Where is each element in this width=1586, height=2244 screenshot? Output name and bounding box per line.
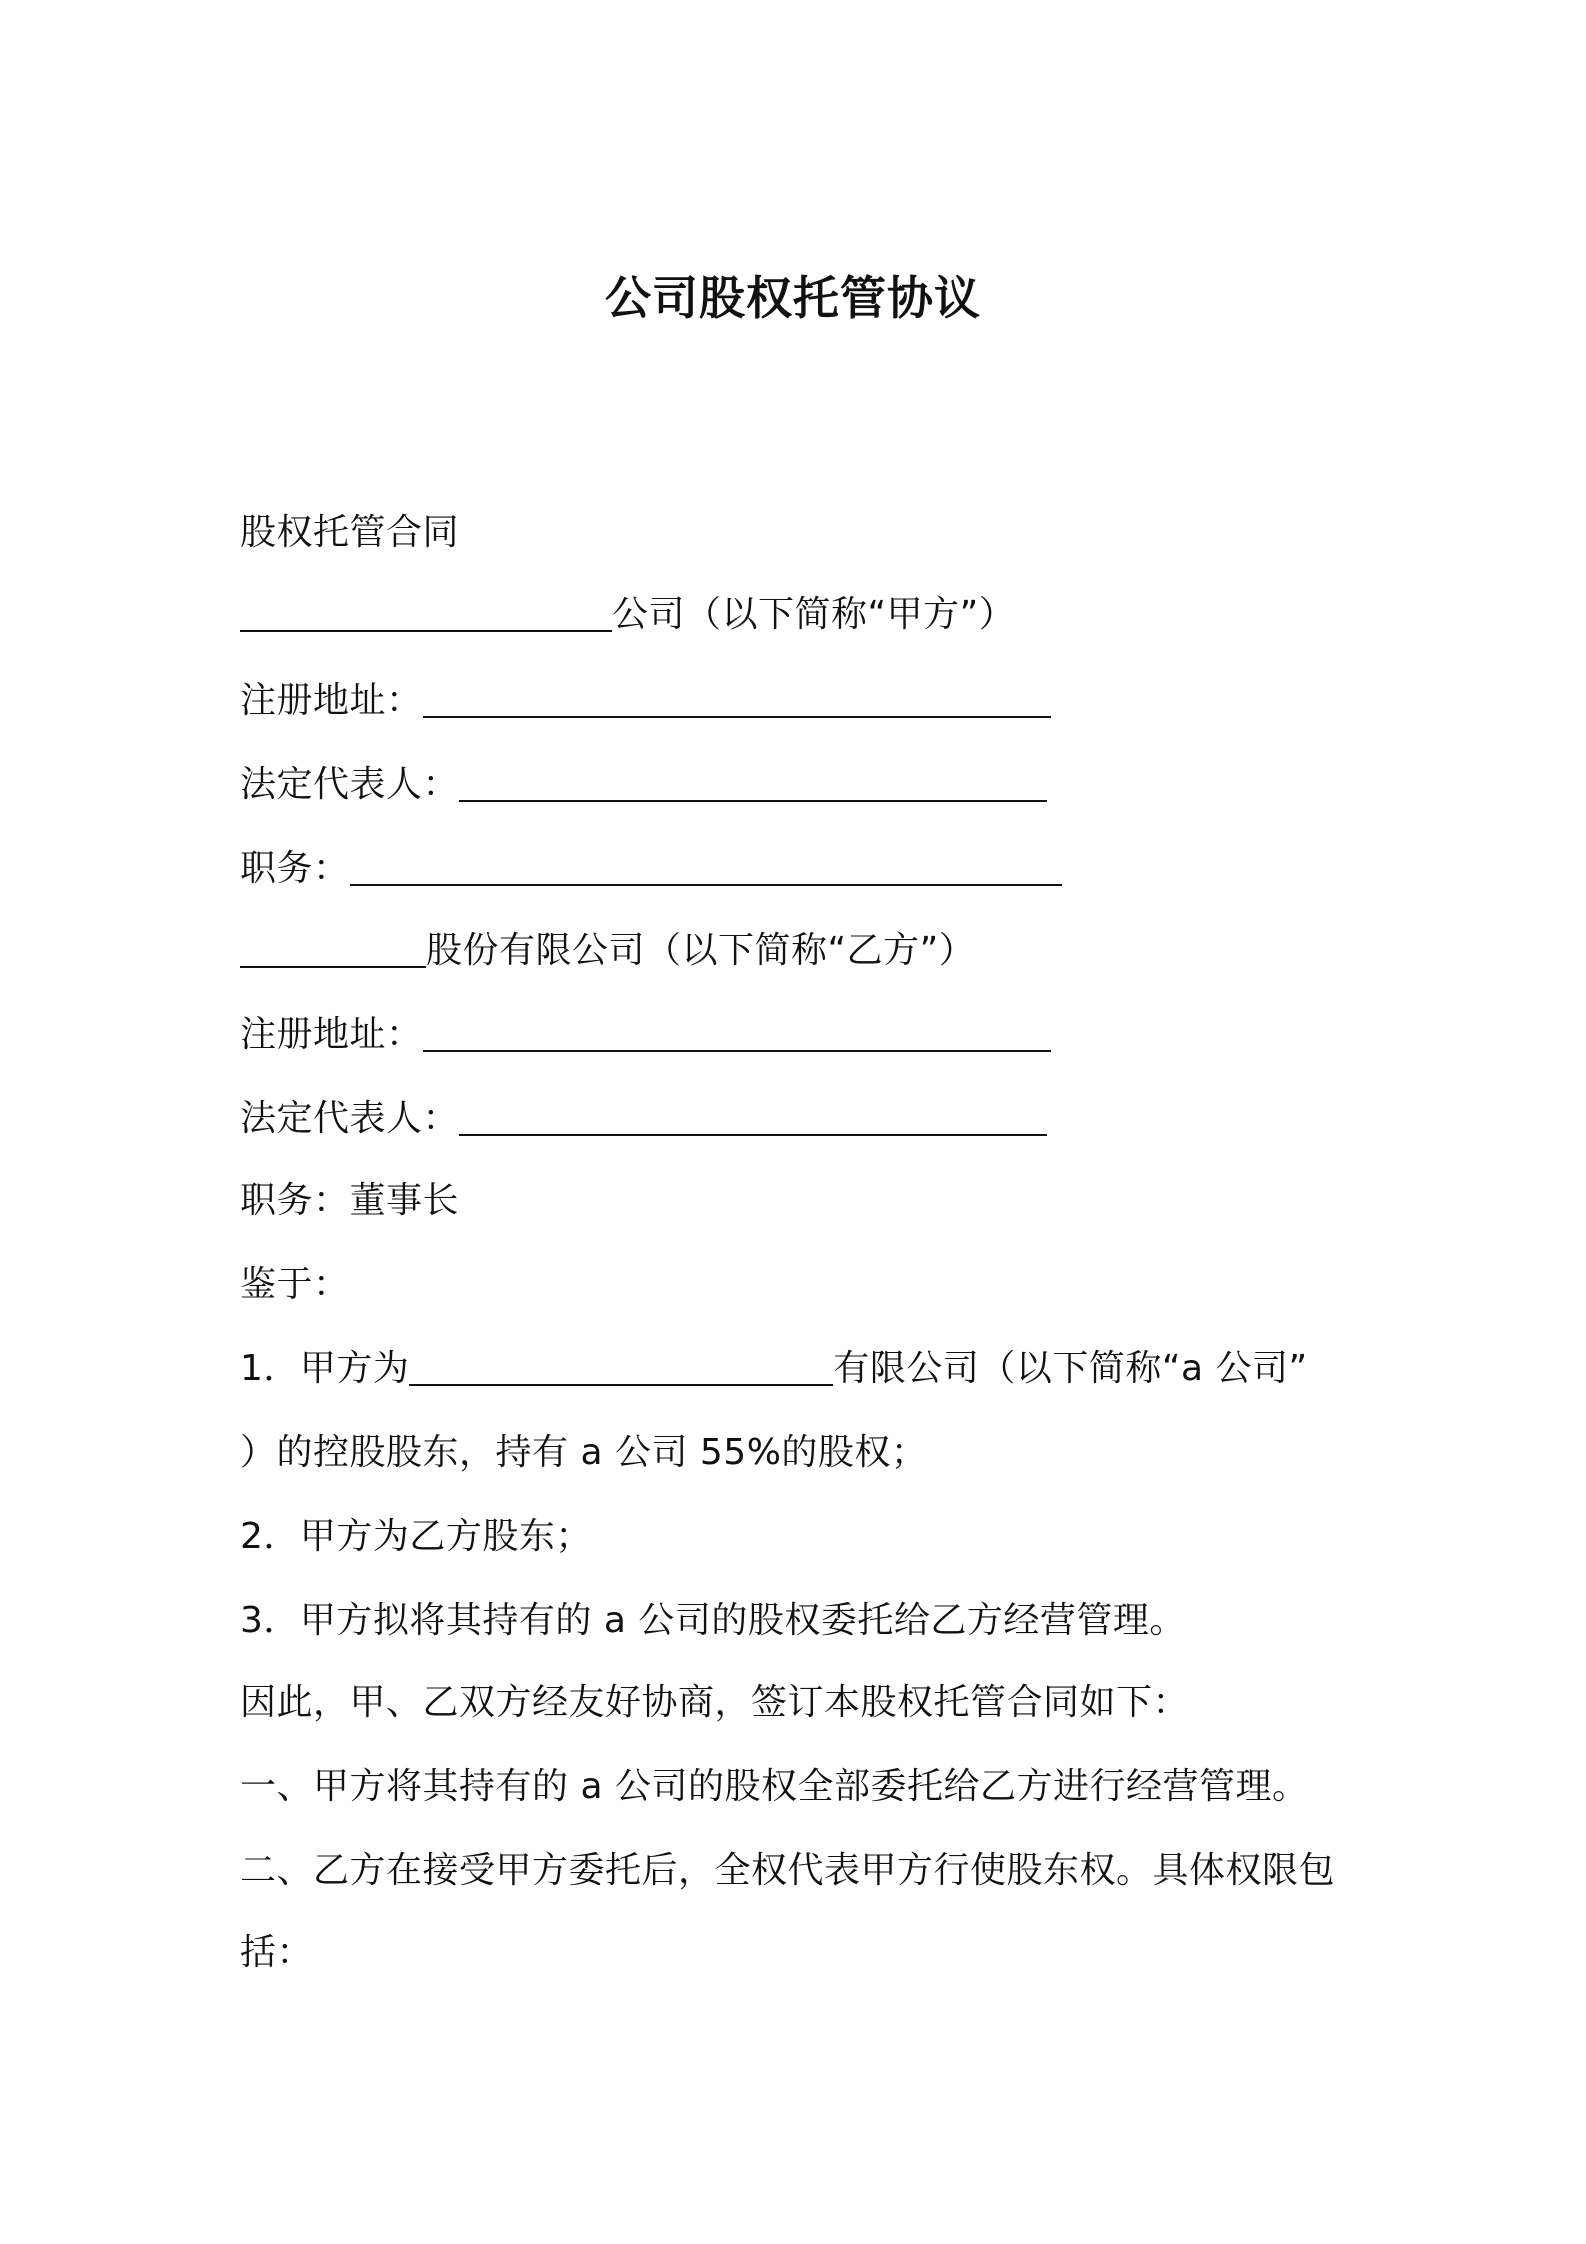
- party-b-title-label: 职务：: [240, 1180, 350, 1221]
- clause-1-blank[interactable]: [409, 1346, 833, 1386]
- party-b-name-line: [240, 922, 975, 973]
- article-1: 一、甲方将其持有的 a 公司的股权全部委托给乙方进行经营管理。: [240, 1766, 1309, 1807]
- party-b-rep-line: [240, 1090, 1047, 1141]
- party-b-title-line: [240, 1172, 459, 1223]
- party-a-name-suffix: 公司（以下简称“甲方”）: [612, 594, 1016, 635]
- party-a-address-label: 注册地址：: [240, 680, 423, 721]
- contract-heading: 股权托管合同: [240, 512, 460, 553]
- party-a-title-line: [240, 840, 1062, 891]
- article-2-line-2: 括：: [240, 1932, 314, 1973]
- article-2-line-1: 二、乙方在接受甲方委托后，全权代表甲方行使股东权。具体权限包: [240, 1850, 1336, 1891]
- document-title: 公司股权托管协议: [605, 271, 981, 325]
- party-b-address-label: 注册地址：: [240, 1014, 423, 1055]
- clause-1-prefix: 1．甲方为: [240, 1348, 410, 1389]
- party-b-name-suffix: 股份有限公司（以下简称“乙方”）: [426, 930, 976, 971]
- party-a-name-line: [240, 586, 1015, 637]
- party-a-title-blank[interactable]: [350, 846, 1062, 886]
- party-a-address-line: [240, 672, 1051, 723]
- party-b-address-line: [240, 1006, 1051, 1057]
- party-a-name-blank[interactable]: [240, 592, 612, 632]
- clause-1-suffix: 有限公司（以下简称“a 公司”: [833, 1348, 1308, 1389]
- party-a-rep-label: 法定代表人：: [240, 764, 460, 805]
- party-a-rep-blank[interactable]: [459, 762, 1047, 802]
- clause-1-line: [240, 1340, 1308, 1391]
- party-b-address-blank[interactable]: [423, 1012, 1051, 1052]
- party-a-address-blank[interactable]: [423, 678, 1051, 718]
- party-b-title-value: 董事长: [349, 1180, 460, 1221]
- party-a-rep-line: [240, 756, 1047, 807]
- party-b-rep-label: 法定代表人：: [240, 1098, 460, 1139]
- clause-2: 2．甲方为乙方股东；: [240, 1516, 592, 1557]
- therefore-paragraph: 因此，甲、乙双方经友好协商，签订本股权托管合同如下：: [240, 1682, 1190, 1723]
- party-a-title-label: 职务：: [240, 848, 350, 889]
- clause-1-continuation: ）的控股股东，持有 a 公司 55%的股权；: [240, 1432, 928, 1473]
- party-b-rep-blank[interactable]: [459, 1096, 1047, 1136]
- party-b-name-blank[interactable]: [240, 928, 426, 968]
- clause-3: 3．甲方拟将其持有的 a 公司的股权委托给乙方经营管理。: [240, 1600, 1186, 1641]
- whereas-label: 鉴于：: [240, 1264, 350, 1305]
